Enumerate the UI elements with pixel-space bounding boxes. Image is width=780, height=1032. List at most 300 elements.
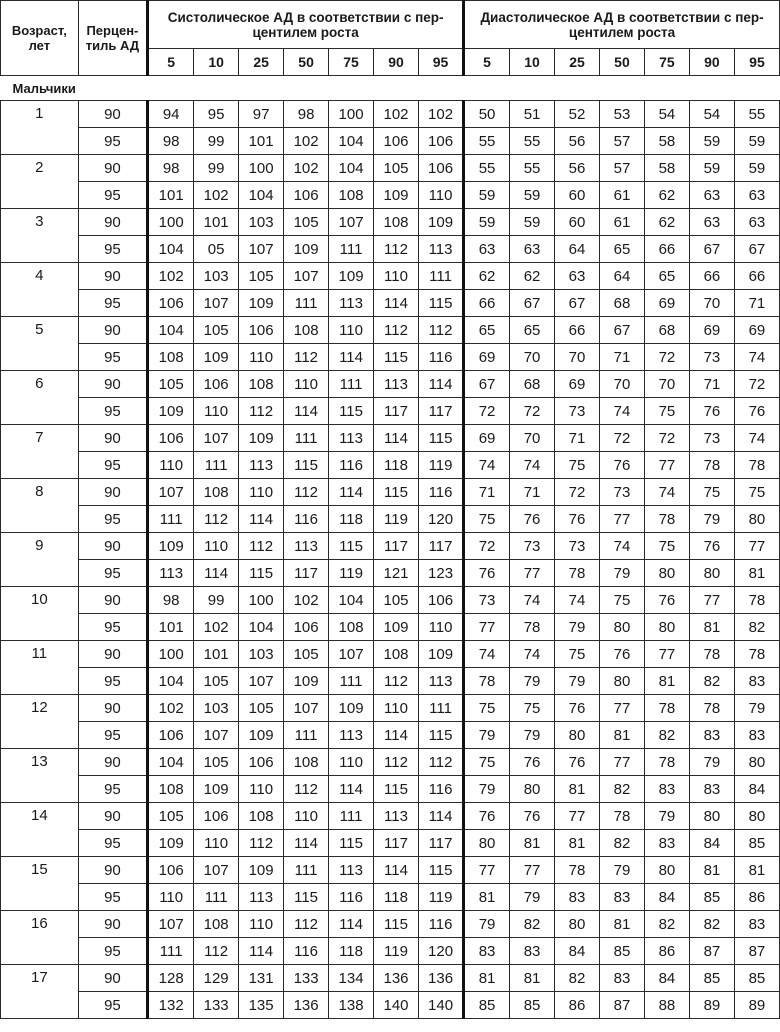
systolic-value-cell: 110	[374, 695, 419, 722]
diastolic-value-cell: 89	[734, 992, 779, 1019]
age-cell: 3	[1, 209, 79, 236]
systolic-value-cell: 114	[374, 425, 419, 452]
systolic-value-cell: 136	[374, 965, 419, 992]
age-cell: 9	[1, 533, 79, 560]
systolic-value-cell: 118	[329, 506, 374, 533]
diastolic-value-cell: 76	[734, 398, 779, 425]
diastolic-value-cell: 67	[464, 371, 510, 398]
age-header: Возраст, лет	[1, 1, 79, 76]
diastolic-value-cell: 70	[555, 344, 600, 371]
diastolic-value-cell: 81	[464, 884, 510, 911]
systolic-value-cell: 108	[284, 749, 329, 776]
systolic-value-cell: 102	[148, 695, 194, 722]
systolic-value-cell: 114	[329, 479, 374, 506]
systolic-value-cell: 107	[194, 290, 239, 317]
diastolic-value-cell: 80	[599, 614, 644, 641]
systolic-height-pct-header: 5	[148, 49, 194, 76]
systolic-value-cell: 99	[194, 155, 239, 182]
systolic-value-cell: 108	[329, 182, 374, 209]
diastolic-value-cell: 65	[464, 317, 510, 344]
percentile-cell: 95	[78, 344, 148, 371]
table-row	[1, 722, 780, 749]
systolic-value-cell: 113	[239, 884, 284, 911]
diastolic-value-cell: 51	[510, 101, 555, 128]
systolic-value-cell: 99	[194, 128, 239, 155]
systolic-value-cell: 112	[239, 533, 284, 560]
diastolic-value-cell: 79	[464, 911, 510, 938]
systolic-value-cell: 119	[329, 560, 374, 587]
systolic-value-cell: 118	[374, 452, 419, 479]
systolic-value-cell: 104	[239, 182, 284, 209]
diastolic-value-cell: 76	[555, 695, 600, 722]
diastolic-value-cell: 75	[644, 398, 689, 425]
diastolic-value-cell: 72	[464, 398, 510, 425]
systolic-value-cell: 112	[194, 938, 239, 965]
systolic-value-cell: 108	[239, 803, 284, 830]
systolic-value-cell: 109	[239, 425, 284, 452]
diastolic-value-cell: 78	[689, 452, 734, 479]
diastolic-value-cell: 78	[734, 452, 779, 479]
diastolic-value-cell: 54	[644, 101, 689, 128]
diastolic-value-cell: 82	[510, 911, 555, 938]
diastolic-value-cell: 66	[555, 317, 600, 344]
diastolic-value-cell: 81	[555, 776, 600, 803]
percentile-cell: 90	[78, 641, 148, 668]
systolic-height-pct-header: 10	[194, 49, 239, 76]
systolic-value-cell: 133	[284, 965, 329, 992]
age-cell	[1, 668, 79, 695]
diastolic-value-cell: 63	[689, 209, 734, 236]
diastolic-value-cell: 88	[644, 992, 689, 1019]
diastolic-value-cell: 63	[734, 209, 779, 236]
systolic-value-cell: 114	[329, 344, 374, 371]
systolic-value-cell: 108	[284, 317, 329, 344]
systolic-value-cell: 107	[239, 668, 284, 695]
percentile-cell: 90	[78, 479, 148, 506]
diastolic-value-cell: 85	[734, 830, 779, 857]
diastolic-value-cell: 76	[510, 749, 555, 776]
systolic-value-cell: 111	[194, 452, 239, 479]
table-row	[1, 749, 780, 776]
diastolic-value-cell: 80	[644, 614, 689, 641]
diastolic-value-cell: 78	[734, 587, 779, 614]
diastolic-value-cell: 67	[734, 236, 779, 263]
diastolic-value-cell: 59	[510, 209, 555, 236]
table-row	[1, 560, 780, 587]
systolic-value-cell: 110	[284, 803, 329, 830]
diastolic-value-cell: 62	[644, 182, 689, 209]
systolic-value-cell: 114	[419, 803, 464, 830]
diastolic-value-cell: 63	[464, 236, 510, 263]
age-cell: 4	[1, 263, 79, 290]
diastolic-value-cell: 80	[464, 830, 510, 857]
diastolic-value-cell: 78	[599, 803, 644, 830]
systolic-value-cell: 102	[419, 101, 464, 128]
systolic-value-cell: 108	[239, 371, 284, 398]
age-cell	[1, 344, 79, 371]
table-row	[1, 857, 780, 884]
diastolic-value-cell: 72	[644, 425, 689, 452]
diastolic-value-cell: 76	[689, 533, 734, 560]
percentile-cell: 90	[78, 317, 148, 344]
systolic-value-cell: 117	[419, 533, 464, 560]
diastolic-value-cell: 57	[599, 128, 644, 155]
percentile-cell: 95	[78, 938, 148, 965]
systolic-value-cell: 110	[194, 533, 239, 560]
systolic-value-cell: 100	[329, 101, 374, 128]
diastolic-value-cell: 78	[689, 695, 734, 722]
diastolic-value-cell: 67	[510, 290, 555, 317]
age-cell	[1, 992, 79, 1019]
diastolic-value-cell: 81	[734, 560, 779, 587]
diastolic-value-cell: 58	[644, 128, 689, 155]
diastolic-value-cell: 79	[510, 722, 555, 749]
systolic-value-cell: 109	[194, 776, 239, 803]
systolic-value-cell: 120	[419, 506, 464, 533]
diastolic-value-cell: 81	[599, 911, 644, 938]
systolic-value-cell: 105	[374, 587, 419, 614]
table-row	[1, 884, 780, 911]
diastolic-value-cell: 59	[734, 155, 779, 182]
table-row	[1, 695, 780, 722]
percentile-cell: 90	[78, 101, 148, 128]
systolic-value-cell: 123	[419, 560, 464, 587]
diastolic-value-cell: 83	[734, 911, 779, 938]
systolic-value-cell: 112	[419, 317, 464, 344]
table-row	[1, 182, 780, 209]
diastolic-value-cell: 75	[689, 479, 734, 506]
table-row	[1, 236, 780, 263]
table-row	[1, 398, 780, 425]
systolic-value-cell: 113	[148, 560, 194, 587]
systolic-value-cell: 118	[374, 884, 419, 911]
systolic-value-cell: 111	[419, 695, 464, 722]
percentile-cell: 90	[78, 857, 148, 884]
systolic-value-cell: 107	[329, 209, 374, 236]
age-cell: 12	[1, 695, 79, 722]
age-cell: 15	[1, 857, 79, 884]
systolic-value-cell: 105	[194, 317, 239, 344]
systolic-value-cell: 107	[194, 857, 239, 884]
systolic-value-cell: 113	[419, 668, 464, 695]
diastolic-value-cell: 85	[464, 992, 510, 1019]
diastolic-value-cell: 80	[689, 560, 734, 587]
systolic-value-cell: 114	[374, 857, 419, 884]
diastolic-value-cell: 77	[599, 695, 644, 722]
age-cell: 16	[1, 911, 79, 938]
systolic-value-cell: 113	[239, 452, 284, 479]
diastolic-value-cell: 85	[689, 884, 734, 911]
diastolic-value-cell: 70	[510, 425, 555, 452]
percentile-header: Перцен-тиль АД	[78, 1, 148, 76]
diastolic-group-header: Диастолическое АД в соответствии с пер-центилем роста	[464, 1, 780, 49]
diastolic-value-cell: 81	[734, 857, 779, 884]
diastolic-value-cell: 77	[689, 587, 734, 614]
table-body	[1, 101, 780, 1019]
systolic-value-cell: 108	[194, 911, 239, 938]
systolic-value-cell: 106	[194, 371, 239, 398]
systolic-value-cell: 105	[374, 155, 419, 182]
systolic-value-cell: 105	[239, 263, 284, 290]
age-cell	[1, 128, 79, 155]
diastolic-value-cell: 56	[555, 128, 600, 155]
diastolic-value-cell: 67	[599, 317, 644, 344]
diastolic-value-cell: 58	[644, 155, 689, 182]
age-cell	[1, 398, 79, 425]
systolic-value-cell: 102	[284, 155, 329, 182]
systolic-value-cell: 104	[148, 317, 194, 344]
age-cell: 8	[1, 479, 79, 506]
systolic-value-cell: 114	[329, 911, 374, 938]
systolic-value-cell: 111	[284, 290, 329, 317]
diastolic-value-cell: 77	[599, 506, 644, 533]
diastolic-value-cell: 79	[464, 722, 510, 749]
systolic-value-cell: 113	[374, 371, 419, 398]
diastolic-value-cell: 55	[510, 128, 555, 155]
age-cell	[1, 614, 79, 641]
table-row	[1, 830, 780, 857]
diastolic-value-cell: 87	[734, 938, 779, 965]
diastolic-value-cell: 65	[599, 236, 644, 263]
systolic-value-cell: 114	[284, 398, 329, 425]
systolic-value-cell: 108	[194, 479, 239, 506]
diastolic-value-cell: 76	[464, 803, 510, 830]
systolic-value-cell: 100	[239, 587, 284, 614]
diastolic-value-cell: 82	[734, 614, 779, 641]
age-cell: 14	[1, 803, 79, 830]
systolic-value-cell: 109	[284, 668, 329, 695]
systolic-value-cell: 117	[374, 398, 419, 425]
diastolic-value-cell: 75	[464, 749, 510, 776]
diastolic-value-cell: 63	[510, 236, 555, 263]
systolic-value-cell: 116	[419, 776, 464, 803]
diastolic-value-cell: 82	[599, 830, 644, 857]
diastolic-value-cell: 86	[555, 992, 600, 1019]
diastolic-value-cell: 80	[644, 560, 689, 587]
diastolic-value-cell: 77	[555, 803, 600, 830]
diastolic-value-cell: 81	[510, 830, 555, 857]
age-cell	[1, 506, 79, 533]
diastolic-value-cell: 74	[644, 479, 689, 506]
systolic-value-cell: 113	[329, 290, 374, 317]
diastolic-value-cell: 83	[644, 830, 689, 857]
percentile-cell: 95	[78, 722, 148, 749]
systolic-value-cell: 104	[148, 749, 194, 776]
systolic-value-cell: 109	[148, 830, 194, 857]
diastolic-value-cell: 77	[464, 614, 510, 641]
systolic-height-pct-header: 75	[329, 49, 374, 76]
systolic-value-cell: 107	[194, 425, 239, 452]
systolic-value-cell: 98	[148, 155, 194, 182]
table-row	[1, 452, 780, 479]
table-row	[1, 155, 780, 182]
percentile-cell: 95	[78, 182, 148, 209]
systolic-value-cell: 111	[329, 803, 374, 830]
systolic-value-cell: 131	[239, 965, 284, 992]
diastolic-value-cell: 73	[510, 533, 555, 560]
percentile-cell: 90	[78, 695, 148, 722]
diastolic-value-cell: 76	[510, 803, 555, 830]
table-row	[1, 479, 780, 506]
diastolic-value-cell: 59	[464, 182, 510, 209]
diastolic-value-cell: 71	[464, 479, 510, 506]
age-cell: 11	[1, 641, 79, 668]
diastolic-value-cell: 83	[689, 722, 734, 749]
diastolic-value-cell: 77	[734, 533, 779, 560]
systolic-value-cell: 105	[284, 641, 329, 668]
diastolic-value-cell: 52	[555, 101, 600, 128]
age-cell: 7	[1, 425, 79, 452]
age-cell	[1, 776, 79, 803]
table-row	[1, 938, 780, 965]
systolic-value-cell: 104	[329, 128, 374, 155]
systolic-value-cell: 114	[374, 290, 419, 317]
diastolic-value-cell: 55	[734, 101, 779, 128]
systolic-value-cell: 129	[194, 965, 239, 992]
diastolic-value-cell: 81	[555, 830, 600, 857]
age-cell	[1, 938, 79, 965]
diastolic-value-cell: 67	[689, 236, 734, 263]
diastolic-value-cell: 83	[689, 776, 734, 803]
systolic-value-cell: 112	[239, 830, 284, 857]
systolic-value-cell: 106	[419, 587, 464, 614]
diastolic-value-cell: 73	[689, 344, 734, 371]
systolic-value-cell: 110	[148, 452, 194, 479]
systolic-value-cell: 110	[374, 263, 419, 290]
percentile-cell: 95	[78, 290, 148, 317]
systolic-value-cell: 115	[419, 290, 464, 317]
diastolic-value-cell: 77	[644, 452, 689, 479]
systolic-value-cell: 102	[284, 128, 329, 155]
diastolic-value-cell: 76	[689, 398, 734, 425]
systolic-value-cell: 114	[419, 371, 464, 398]
diastolic-value-cell: 83	[510, 938, 555, 965]
systolic-value-cell: 112	[239, 398, 284, 425]
diastolic-value-cell: 68	[510, 371, 555, 398]
systolic-value-cell: 115	[329, 533, 374, 560]
systolic-value-cell: 105	[284, 209, 329, 236]
systolic-value-cell: 104	[148, 668, 194, 695]
systolic-value-cell: 115	[329, 398, 374, 425]
diastolic-value-cell: 79	[689, 749, 734, 776]
diastolic-value-cell: 61	[599, 209, 644, 236]
systolic-value-cell: 103	[239, 209, 284, 236]
diastolic-value-cell: 61	[599, 182, 644, 209]
systolic-value-cell: 119	[419, 884, 464, 911]
systolic-group-header: Систолическое АД в соответствии с пер-центилем роста	[148, 1, 464, 49]
diastolic-value-cell: 83	[464, 938, 510, 965]
systolic-value-cell: 108	[374, 641, 419, 668]
systolic-value-cell: 112	[284, 479, 329, 506]
diastolic-value-cell: 72	[555, 479, 600, 506]
percentile-cell: 90	[78, 965, 148, 992]
table-row	[1, 290, 780, 317]
diastolic-value-cell: 84	[555, 938, 600, 965]
diastolic-height-pct-header: 25	[555, 49, 600, 76]
percentile-cell: 95	[78, 128, 148, 155]
diastolic-value-cell: 79	[599, 857, 644, 884]
diastolic-value-cell: 85	[510, 992, 555, 1019]
systolic-value-cell: 107	[284, 695, 329, 722]
systolic-value-cell: 134	[329, 965, 374, 992]
diastolic-value-cell: 83	[599, 965, 644, 992]
age-cell: 17	[1, 965, 79, 992]
systolic-value-cell: 110	[239, 911, 284, 938]
systolic-value-cell: 109	[284, 236, 329, 263]
diastolic-value-cell: 81	[689, 614, 734, 641]
systolic-value-cell: 106	[239, 749, 284, 776]
systolic-value-cell: 114	[329, 776, 374, 803]
systolic-value-cell: 118	[329, 938, 374, 965]
table-row	[1, 614, 780, 641]
systolic-value-cell: 107	[194, 722, 239, 749]
percentile-cell: 90	[78, 533, 148, 560]
systolic-value-cell: 136	[284, 992, 329, 1019]
diastolic-value-cell: 84	[644, 884, 689, 911]
diastolic-value-cell: 71	[734, 290, 779, 317]
systolic-value-cell: 102	[374, 101, 419, 128]
systolic-value-cell: 115	[374, 911, 419, 938]
diastolic-value-cell: 75	[464, 506, 510, 533]
systolic-value-cell: 107	[148, 911, 194, 938]
age-cell: 6	[1, 371, 79, 398]
diastolic-value-cell: 57	[599, 155, 644, 182]
diastolic-value-cell: 81	[464, 965, 510, 992]
diastolic-value-cell: 78	[464, 668, 510, 695]
systolic-value-cell: 116	[284, 506, 329, 533]
table-row	[1, 128, 780, 155]
systolic-value-cell: 114	[239, 938, 284, 965]
systolic-value-cell: 110	[239, 344, 284, 371]
systolic-value-cell: 109	[329, 263, 374, 290]
diastolic-value-cell: 83	[555, 884, 600, 911]
systolic-value-cell: 100	[148, 209, 194, 236]
systolic-value-cell: 103	[194, 263, 239, 290]
systolic-value-cell: 116	[419, 344, 464, 371]
diastolic-value-cell: 59	[464, 209, 510, 236]
diastolic-value-cell: 74	[464, 452, 510, 479]
diastolic-value-cell: 55	[464, 155, 510, 182]
systolic-value-cell: 109	[419, 209, 464, 236]
table-row	[1, 344, 780, 371]
systolic-height-pct-header: 90	[374, 49, 419, 76]
systolic-value-cell: 113	[419, 236, 464, 263]
diastolic-value-cell: 80	[734, 506, 779, 533]
diastolic-value-cell: 82	[689, 668, 734, 695]
diastolic-value-cell: 78	[644, 749, 689, 776]
diastolic-value-cell: 78	[644, 506, 689, 533]
diastolic-value-cell: 84	[689, 830, 734, 857]
diastolic-value-cell: 71	[599, 344, 644, 371]
systolic-value-cell: 114	[374, 722, 419, 749]
diastolic-value-cell: 67	[555, 290, 600, 317]
systolic-value-cell: 111	[284, 722, 329, 749]
systolic-value-cell: 110	[419, 182, 464, 209]
systolic-value-cell: 114	[194, 560, 239, 587]
diastolic-height-pct-header: 10	[510, 49, 555, 76]
diastolic-value-cell: 59	[510, 182, 555, 209]
systolic-value-cell: 110	[329, 749, 374, 776]
systolic-value-cell: 106	[148, 425, 194, 452]
systolic-value-cell: 110	[194, 830, 239, 857]
systolic-value-cell: 111	[148, 506, 194, 533]
systolic-value-cell: 138	[329, 992, 374, 1019]
systolic-value-cell: 110	[148, 884, 194, 911]
diastolic-value-cell: 68	[599, 290, 644, 317]
systolic-value-cell: 105	[239, 695, 284, 722]
diastolic-value-cell: 75	[464, 695, 510, 722]
systolic-value-cell: 116	[284, 938, 329, 965]
